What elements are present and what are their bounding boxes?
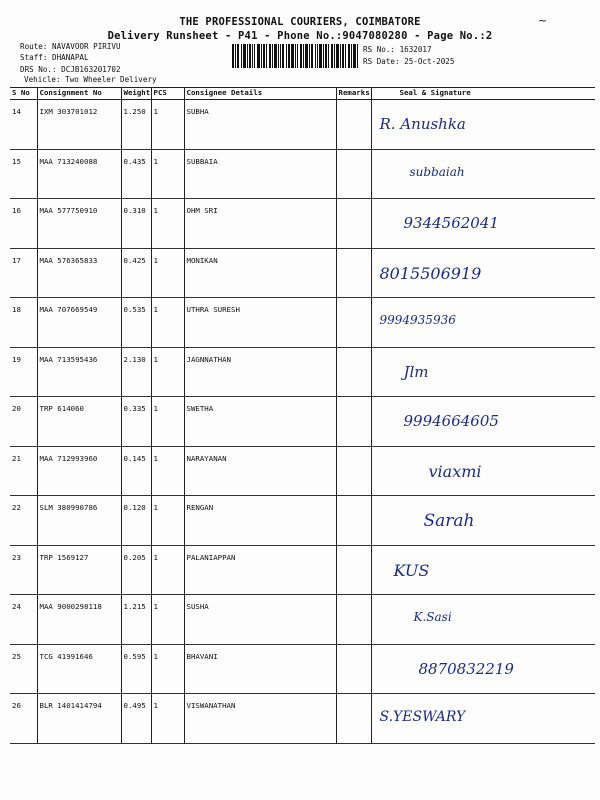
consignee-cell: SUBHA [184,100,336,150]
column-header-consignment: Consignment No [37,88,121,100]
table-row [10,644,595,694]
runsheet-body [10,100,595,744]
pcs-cell: 1 [151,298,184,348]
weight-cell: 0.145 [121,446,151,496]
pcs-cell: 1 [151,347,184,397]
company-title: THE PROFESSIONAL COURIERS, COIMBATORE [179,16,421,28]
pcs-cell: 1 [151,397,184,447]
column-header-seal-signature: Seal & Signature [371,88,595,100]
weight-cell: 1.250 [121,100,151,150]
pcs-cell: 1 [151,199,184,249]
sno-cell: 26 [10,694,37,744]
remarks-cell [336,149,371,199]
consignment-cell: TCG 41991646 [37,644,121,694]
consignee-cell: PALANIAPPAN [184,545,336,595]
column-header-remarks: Remarks [336,88,371,100]
corner-mark: ~ [538,14,548,27]
sno-cell: 22 [10,496,37,546]
sno-cell: 24 [10,595,37,645]
table-row [10,545,595,595]
weight-cell: 0.205 [121,545,151,595]
handwritten-signature: 8015506919 [379,263,482,283]
remarks-cell [336,347,371,397]
consignment-cell: MAA 707669549 [37,298,121,348]
handwritten-signature: 9994935936 [379,313,456,327]
table-row [10,595,595,645]
vehicle-label: Vehicle: Two Wheeler Delivery [24,75,157,84]
consignment-cell: IXM 303701012 [37,100,121,150]
signature-cell [371,446,595,496]
table-row [10,199,595,249]
weight-cell: 1.215 [121,595,151,645]
route-label: Route: NAVAVOOR PIRIVU [20,42,121,51]
consignee-cell: UTHRA SURESH [184,298,336,348]
table-row [10,694,595,744]
signature-cell [371,347,595,397]
sno-cell: 14 [10,100,37,150]
remarks-cell [336,446,371,496]
pcs-cell: 1 [151,644,184,694]
signature-cell [371,545,595,595]
weight-cell: 0.595 [121,644,151,694]
consignment-cell: MAA 712993960 [37,446,121,496]
consignee-cell: VISWANATHAN [184,694,336,744]
weight-cell: 0.495 [121,694,151,744]
remarks-cell [336,298,371,348]
pcs-cell: 1 [151,446,184,496]
signature-cell [371,100,595,150]
consignee-cell: NARAYANAN [184,446,336,496]
remarks-cell [336,644,371,694]
handwritten-signature: S.YESWARY [379,709,466,725]
consignee-cell: BHAVANI [184,644,336,694]
signature-cell [371,595,595,645]
column-header-pcs: PCS [151,88,184,100]
remarks-cell [336,199,371,249]
table-row [10,149,595,199]
sno-cell: 23 [10,545,37,595]
weight-cell: 0.120 [121,496,151,546]
consignment-cell: MAA 577750910 [37,199,121,249]
table-row [10,446,595,496]
handwritten-signature: 9994664605 [403,412,499,430]
handwritten-signature: 8870832219 [418,659,514,678]
weight-cell: 0.335 [121,397,151,447]
table-row [10,100,595,150]
runsheet-table [10,87,595,744]
remarks-cell [336,100,371,150]
handwritten-signature: viaxmi [428,461,482,481]
handwritten-signature: KUS [393,560,430,580]
consignment-cell: MAA 9000298118 [37,595,121,645]
table-row [10,397,595,447]
consignment-cell: MAA 713240088 [37,149,121,199]
handwritten-signature: Sarah [423,511,475,531]
consignment-cell: SLM 380990786 [37,496,121,546]
weight-cell: 0.535 [121,298,151,348]
weight-cell: 0.435 [121,149,151,199]
signature-cell [371,694,595,744]
signature-cell [371,248,595,298]
rs-number: RS No.: 1632017 [363,45,432,54]
remarks-cell [336,496,371,546]
pcs-cell: 1 [151,248,184,298]
pcs-cell: 1 [151,149,184,199]
drs-number: DRS No.: DCJB163201702 [20,65,121,74]
remarks-cell [336,595,371,645]
consignee-cell: MONIKAN [184,248,336,298]
signature-cell [371,644,595,694]
pcs-cell: 1 [151,496,184,546]
consignee-cell: SWETHA [184,397,336,447]
table-row [10,347,595,397]
consignee-cell: OHM SRI [184,199,336,249]
consignee-cell: JAGNNATHAN [184,347,336,397]
column-header-weight: Weight [121,88,151,100]
handwritten-signature: R. Anushka [379,115,466,133]
signature-cell [371,199,595,249]
consignee-cell: SUBBAIA [184,149,336,199]
rs-date: RS Date: 25-Oct-2025 [363,57,455,66]
table-header-row [10,88,595,100]
pcs-cell: 1 [151,545,184,595]
consignment-cell: TRP 614060 [37,397,121,447]
consignment-cell: MAA 713595436 [37,347,121,397]
sno-cell: 21 [10,446,37,496]
handwritten-signature: 9344562041 [403,214,499,232]
rs-info [363,44,454,68]
table-row [10,298,595,348]
consignment-cell: MAA 576365833 [37,248,121,298]
handwritten-signature: K.Sasi [413,610,452,624]
signature-cell [371,298,595,348]
remarks-cell [336,248,371,298]
pcs-cell: 1 [151,100,184,150]
barcode-image [232,44,358,68]
handwritten-signature: Jlm [403,362,429,381]
remarks-cell [336,694,371,744]
remarks-cell [336,397,371,447]
table-row [10,248,595,298]
remarks-cell [336,545,371,595]
pcs-cell: 1 [151,595,184,645]
column-header-consignee: Consignee Details [184,88,336,100]
sno-cell: 25 [10,644,37,694]
consignment-cell: BLR 1401414794 [37,694,121,744]
pcs-cell: 1 [151,694,184,744]
column-header-sno: S No [10,88,37,100]
weight-cell: 0.425 [121,248,151,298]
consignee-cell: RENGAN [184,496,336,546]
signature-cell [371,397,595,447]
signature-cell [371,149,595,199]
sno-cell: 16 [10,199,37,249]
table-row [10,496,595,546]
consignment-cell: TRP 1569127 [37,545,121,595]
sno-cell: 19 [10,347,37,397]
sno-cell: 15 [10,149,37,199]
sno-cell: 20 [10,397,37,447]
sno-cell: 17 [10,248,37,298]
signature-cell [371,496,595,546]
consignee-cell: SUSHA [184,595,336,645]
weight-cell: 0.310 [121,199,151,249]
weight-cell: 2.130 [121,347,151,397]
handwritten-signature: subbaiah [409,164,465,179]
staff-label: Staff: DHANAPAL [20,53,89,62]
runsheet-subtitle: Delivery Runsheet - P41 - Phone No.:9047080280 - Page No.:2 [107,30,493,42]
sno-cell: 18 [10,298,37,348]
